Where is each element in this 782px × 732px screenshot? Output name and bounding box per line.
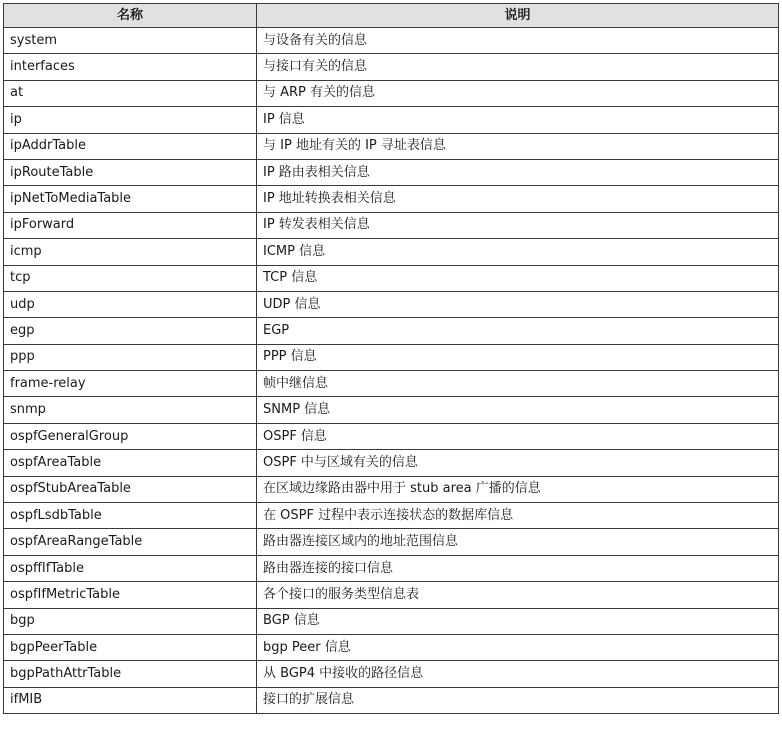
mib-group-description: SNMP 信息 bbox=[257, 397, 779, 423]
mib-group-description: 接口的扩展信息 bbox=[257, 687, 779, 713]
mib-group-description: bgp Peer 信息 bbox=[257, 634, 779, 660]
table-row bbox=[4, 107, 779, 133]
mib-group-name: ospfStubAreaTable bbox=[4, 476, 257, 502]
table-row bbox=[4, 133, 779, 159]
mib-group-description: OSPF 信息 bbox=[257, 423, 779, 449]
table-row bbox=[4, 265, 779, 291]
mib-group-name: bgp bbox=[4, 608, 257, 634]
table-row bbox=[4, 476, 779, 502]
mib-group-name: ipAddrTable bbox=[4, 133, 257, 159]
mib-group-name: snmp bbox=[4, 397, 257, 423]
mib-group-name: at bbox=[4, 80, 257, 106]
table-row bbox=[4, 239, 779, 265]
table-row bbox=[4, 344, 779, 370]
mib-group-description: 各个接口的服务类型信息表 bbox=[257, 582, 779, 608]
table-row bbox=[4, 186, 779, 212]
table-row bbox=[4, 503, 779, 529]
mib-group-description: UDP 信息 bbox=[257, 291, 779, 317]
table-row bbox=[4, 397, 779, 423]
table-row bbox=[4, 28, 779, 54]
mib-group-description: 与 IP 地址有关的 IP 寻址表信息 bbox=[257, 133, 779, 159]
mib-group-name: ipNetToMediaTable bbox=[4, 186, 257, 212]
header-row bbox=[4, 4, 779, 28]
table-row bbox=[4, 634, 779, 660]
mib-group-description: BGP 信息 bbox=[257, 608, 779, 634]
mib-group-name: ip bbox=[4, 107, 257, 133]
table-row bbox=[4, 318, 779, 344]
mib-group-name: bgpPathAttrTable bbox=[4, 661, 257, 687]
mib-group-name: ifMIB bbox=[4, 687, 257, 713]
table-row bbox=[4, 212, 779, 238]
mib-group-description: EGP bbox=[257, 318, 779, 344]
table-header bbox=[4, 4, 779, 28]
mib-group-name: ospffIfTable bbox=[4, 555, 257, 581]
mib-group-name: ipRouteTable bbox=[4, 159, 257, 185]
mib-group-name: ospfIfMetricTable bbox=[4, 582, 257, 608]
table-row bbox=[4, 529, 779, 555]
mib-table bbox=[3, 3, 779, 714]
table-row bbox=[4, 371, 779, 397]
mib-group-name: ospfAreaRangeTable bbox=[4, 529, 257, 555]
mib-group-name: egp bbox=[4, 318, 257, 344]
mib-group-name: tcp bbox=[4, 265, 257, 291]
mib-group-name: ospfLsdbTable bbox=[4, 503, 257, 529]
mib-group-description: 与 ARP 有关的信息 bbox=[257, 80, 779, 106]
mib-group-name: ospfGeneralGroup bbox=[4, 423, 257, 449]
mib-group-name: bgpPeerTable bbox=[4, 634, 257, 660]
mib-group-name: ipForward bbox=[4, 212, 257, 238]
mib-group-description: 与接口有关的信息 bbox=[257, 54, 779, 80]
table-row bbox=[4, 608, 779, 634]
mib-group-description: 在区域边缘路由器中用于 stub area 广播的信息 bbox=[257, 476, 779, 502]
mib-group-description: IP 地址转换表相关信息 bbox=[257, 186, 779, 212]
header-name: 名称 bbox=[4, 4, 257, 28]
table-row bbox=[4, 80, 779, 106]
mib-group-description: IP 信息 bbox=[257, 107, 779, 133]
mib-group-description: 帧中继信息 bbox=[257, 371, 779, 397]
mib-group-name: ospfAreaTable bbox=[4, 450, 257, 476]
table-row bbox=[4, 54, 779, 80]
mib-group-description: 在 OSPF 过程中表示连接状态的数据库信息 bbox=[257, 503, 779, 529]
mib-group-name: frame-relay bbox=[4, 371, 257, 397]
mib-group-description: 与设备有关的信息 bbox=[257, 28, 779, 54]
mib-group-description: PPP 信息 bbox=[257, 344, 779, 370]
table-row bbox=[4, 661, 779, 687]
mib-group-name: udp bbox=[4, 291, 257, 317]
table-row bbox=[4, 450, 779, 476]
table-body bbox=[4, 28, 779, 714]
mib-group-name: ppp bbox=[4, 344, 257, 370]
mib-group-description: 路由器连接的接口信息 bbox=[257, 555, 779, 581]
table-row bbox=[4, 582, 779, 608]
mib-group-description: 从 BGP4 中接收的路径信息 bbox=[257, 661, 779, 687]
header-description: 说明 bbox=[257, 4, 779, 28]
table-row bbox=[4, 159, 779, 185]
mib-group-description: 路由器连接区域内的地址范围信息 bbox=[257, 529, 779, 555]
mib-group-description: IP 路由表相关信息 bbox=[257, 159, 779, 185]
mib-group-description: TCP 信息 bbox=[257, 265, 779, 291]
mib-group-name: icmp bbox=[4, 239, 257, 265]
table-row bbox=[4, 423, 779, 449]
mib-group-name: system bbox=[4, 28, 257, 54]
mib-group-description: IP 转发表相关信息 bbox=[257, 212, 779, 238]
mib-group-description: ICMP 信息 bbox=[257, 239, 779, 265]
table-row bbox=[4, 687, 779, 713]
table-row bbox=[4, 291, 779, 317]
mib-group-description: OSPF 中与区域有关的信息 bbox=[257, 450, 779, 476]
mib-group-name: interfaces bbox=[4, 54, 257, 80]
table-row bbox=[4, 555, 779, 581]
